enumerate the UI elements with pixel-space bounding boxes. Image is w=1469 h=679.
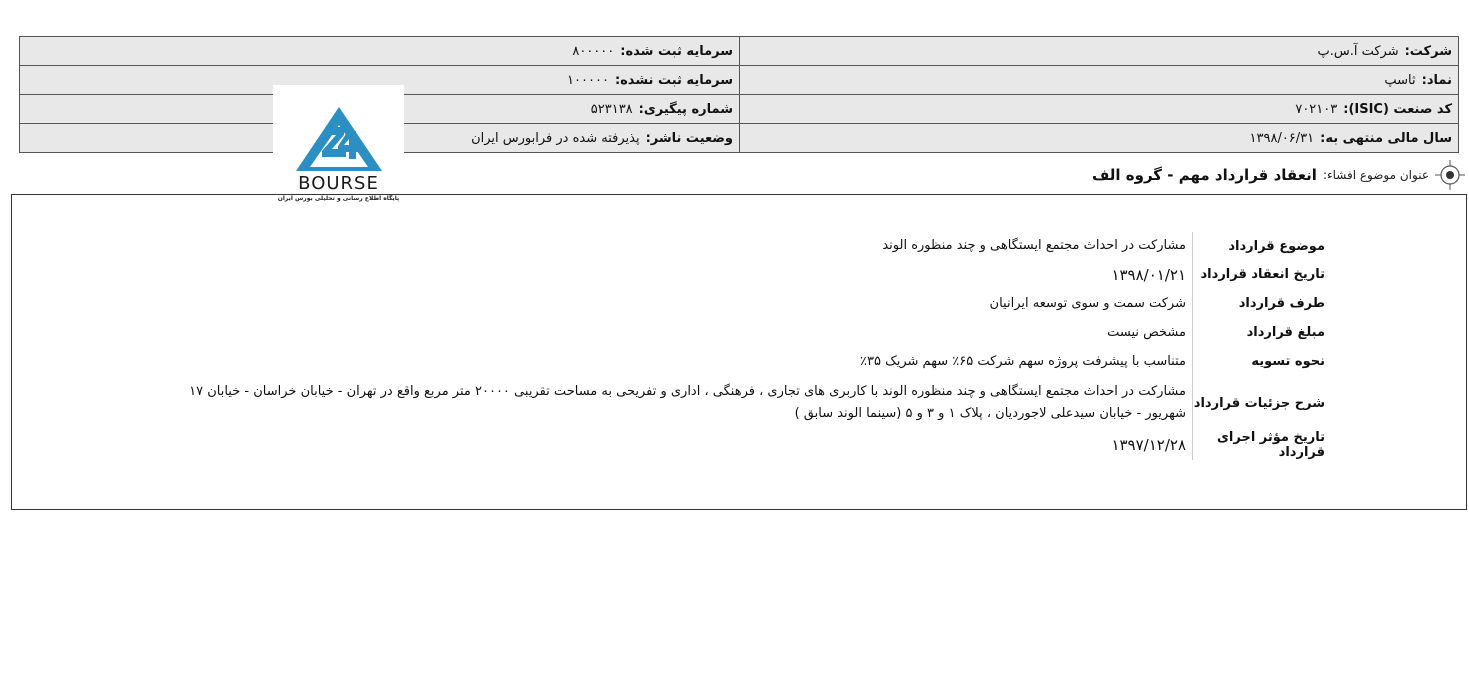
- detail-row: [156, 318, 1328, 347]
- detail-value: ۱۳۹۷/۱۲/۲۸: [1111, 436, 1186, 454]
- isic-label: کد صنعت (ISIC):: [1343, 101, 1452, 117]
- company-info-table: [19, 36, 1459, 153]
- detail-row: [156, 289, 1328, 318]
- fiscal-year-label: سال مالی منتهی به:: [1320, 130, 1452, 146]
- unregistered-capital-label: سرمایه ثبت نشده:: [614, 72, 733, 88]
- contract-details-table: [156, 232, 1328, 460]
- company-label: شرکت:: [1404, 43, 1452, 59]
- bourse24-logo: [273, 85, 404, 206]
- header-row: [20, 95, 1459, 124]
- registered-capital-value: ۸۰۰۰۰۰: [572, 43, 615, 59]
- header-row: [20, 37, 1459, 66]
- unregistered-capital-value: ۱۰۰۰۰۰: [567, 72, 609, 88]
- triangle-24-logo-icon: [294, 105, 384, 173]
- detail-label: طرف قرارداد: [1193, 289, 1329, 318]
- detail-row: [156, 376, 1328, 430]
- symbol-label: نماد:: [1421, 72, 1452, 88]
- detail-value: متناسب با پیشرفت پروژه سهم شرکت ۶۵٪ سهم شریک ۳۵٪: [860, 353, 1186, 369]
- header-row: [20, 66, 1459, 95]
- detail-row: [156, 430, 1328, 460]
- tracking-value: ۵۲۳۱۳۸: [590, 101, 633, 117]
- company-value: شرکت آ.س.پ: [1317, 43, 1399, 59]
- registered-capital-cell: [20, 37, 740, 66]
- isic-cell: [740, 95, 1459, 124]
- detail-label: نحوه تسویه: [1193, 347, 1329, 376]
- subject-label: عنوان موضوع افشاء:: [1322, 168, 1429, 182]
- disclosure-subject: [1092, 160, 1465, 190]
- subject-value: انعقاد قرارداد مهم - گروه الف: [1091, 166, 1317, 184]
- detail-label: تاریخ انعقاد قرارداد: [1193, 260, 1329, 289]
- logo-word: BOURSE: [298, 173, 379, 194]
- symbol-value: ثاسپ: [1384, 72, 1416, 88]
- company-cell: [740, 37, 1459, 66]
- crosshair-icon: [1435, 160, 1465, 190]
- detail-label: شرح جزئیات قرارداد: [1193, 376, 1329, 430]
- symbol-cell: [740, 66, 1459, 95]
- detail-value: مشخص نیست: [1107, 324, 1186, 340]
- fiscal-year-cell: [740, 124, 1459, 153]
- detail-row: [156, 347, 1328, 376]
- fiscal-year-value: ۱۳۹۸/۰۶/۳۱: [1249, 130, 1315, 146]
- detail-row: [156, 232, 1328, 260]
- detail-label: مبلغ قرارداد: [1193, 318, 1329, 347]
- tracking-label: شماره پیگیری:: [638, 101, 733, 117]
- detail-value: مشارکت در احداث مجتمع ایستگاهی و چند منظوره الوند با کاربری های تجاری ، فرهنگی ، اداری و تفریحی به مساحت تقریبی ۲۰۰۰۰ متر مربع واقع در تهران - خیابان خراسان - خیابان ۱۷ شهریور - خیابان سیدعلی لاجوردیان ، پلاک ۱ و ۳ و ۵ (سینما الوند سابق ): [189, 384, 1186, 421]
- detail-label: تاریخ مؤثر اجرای قرارداد: [1193, 430, 1329, 460]
- detail-value: ۱۳۹۸/۰۱/۲۱: [1111, 265, 1186, 284]
- logo-subtitle: پایگاه اطلاع رسانی و تحلیلی بورس ایران: [277, 195, 400, 202]
- publisher-status-value: پذیرفته شده در فرابورس ایران: [471, 130, 640, 146]
- detail-value: شرکت سمت و سوی توسعه ایرانیان: [989, 295, 1186, 311]
- detail-label: موضوع قرارداد: [1193, 232, 1329, 260]
- detail-value: مشارکت در احداث مجتمع ایستگاهی و چند منظوره الوند: [882, 238, 1186, 253]
- header-row: [20, 124, 1459, 153]
- isic-value: ۷۰۲۱۰۳: [1295, 101, 1338, 117]
- contract-details-box: [11, 194, 1467, 510]
- detail-row: [156, 260, 1328, 289]
- publisher-status-label: وضعیت ناشر:: [645, 130, 733, 146]
- registered-capital-label: سرمایه ثبت شده:: [620, 43, 733, 59]
